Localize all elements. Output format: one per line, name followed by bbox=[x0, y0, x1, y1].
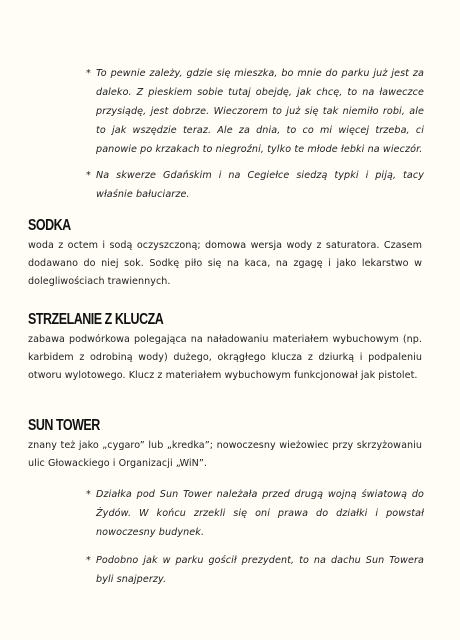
entry-definition-sodka: woda z octem i sodą oczyszczoną; domowa wersja wody z saturatora. Czasem dodawano do niej sok. Sodkę piło się na kaca, na zgagę i jako lekarstwo w dolegliwościach trawiennych. bbox=[28, 240, 422, 287]
quote-park bbox=[86, 64, 424, 159]
quote-dzialka bbox=[86, 485, 424, 542]
entry-term-sun-tower: SUN TOWER bbox=[28, 417, 100, 434]
quote-marker: * bbox=[86, 555, 91, 566]
quote-skwer bbox=[86, 166, 424, 204]
entry-definition-sun-tower: znany też jako „cygaro” lub „kredka”; nowoczesny wieżowiec przy skrzyżowaniu ulic Głowackiego i Organizacji „WiN”. bbox=[28, 440, 422, 469]
entry-definition-strzelanie-z-klucza: zabawa podwórkowa polegająca na naładowaniu materiałem wybuchowym (np. karbidem z odrobiną wody) dużego, okrągłego klucza z dziurką i podpaleniu otworu wylotowego. Klucz z materiałem wybuchowym funkcjonował jak pistolet. bbox=[28, 334, 422, 381]
entry-term-sodka: SODKA bbox=[28, 217, 71, 234]
quote-text: Działka pod Sun Tower należała przed drugą wojną światową do Żydów. W końcu zrzekli się oni prawa do działki i powstał nowoczesny budynek. bbox=[96, 489, 424, 538]
quote-marker: * bbox=[86, 68, 91, 79]
quote-marker: * bbox=[86, 489, 91, 500]
quote-text: Na skwerze Gdańskim i na Cegiełce siedzą typki i piją, tacy właśnie bałuciarze. bbox=[96, 170, 424, 200]
entry-term-strzelanie-z-klucza: STRZELANIE Z KLUCZA bbox=[28, 311, 164, 328]
quote-text: Podobno jak w parku gościł prezydent, to na dachu Sun Towera byli snajperzy. bbox=[96, 555, 424, 585]
quote-text: To pewnie zależy, gdzie się mieszka, bo mnie do parku już jest za daleko. Z pieskiem sobie tutaj obejdę, jak chcę, to na ławeczce przysiądę, jest dobrze. Wieczorem to już się tak niemiło robi, ale to jak wszędzie teraz. Ale za dnia, to co mi więcej trzeba, ci panowie po krzakach to niegroźni, tylko te młode łebki na wieczór. bbox=[96, 68, 424, 155]
quote-prezydent bbox=[86, 551, 424, 589]
quote-marker: * bbox=[86, 170, 91, 181]
